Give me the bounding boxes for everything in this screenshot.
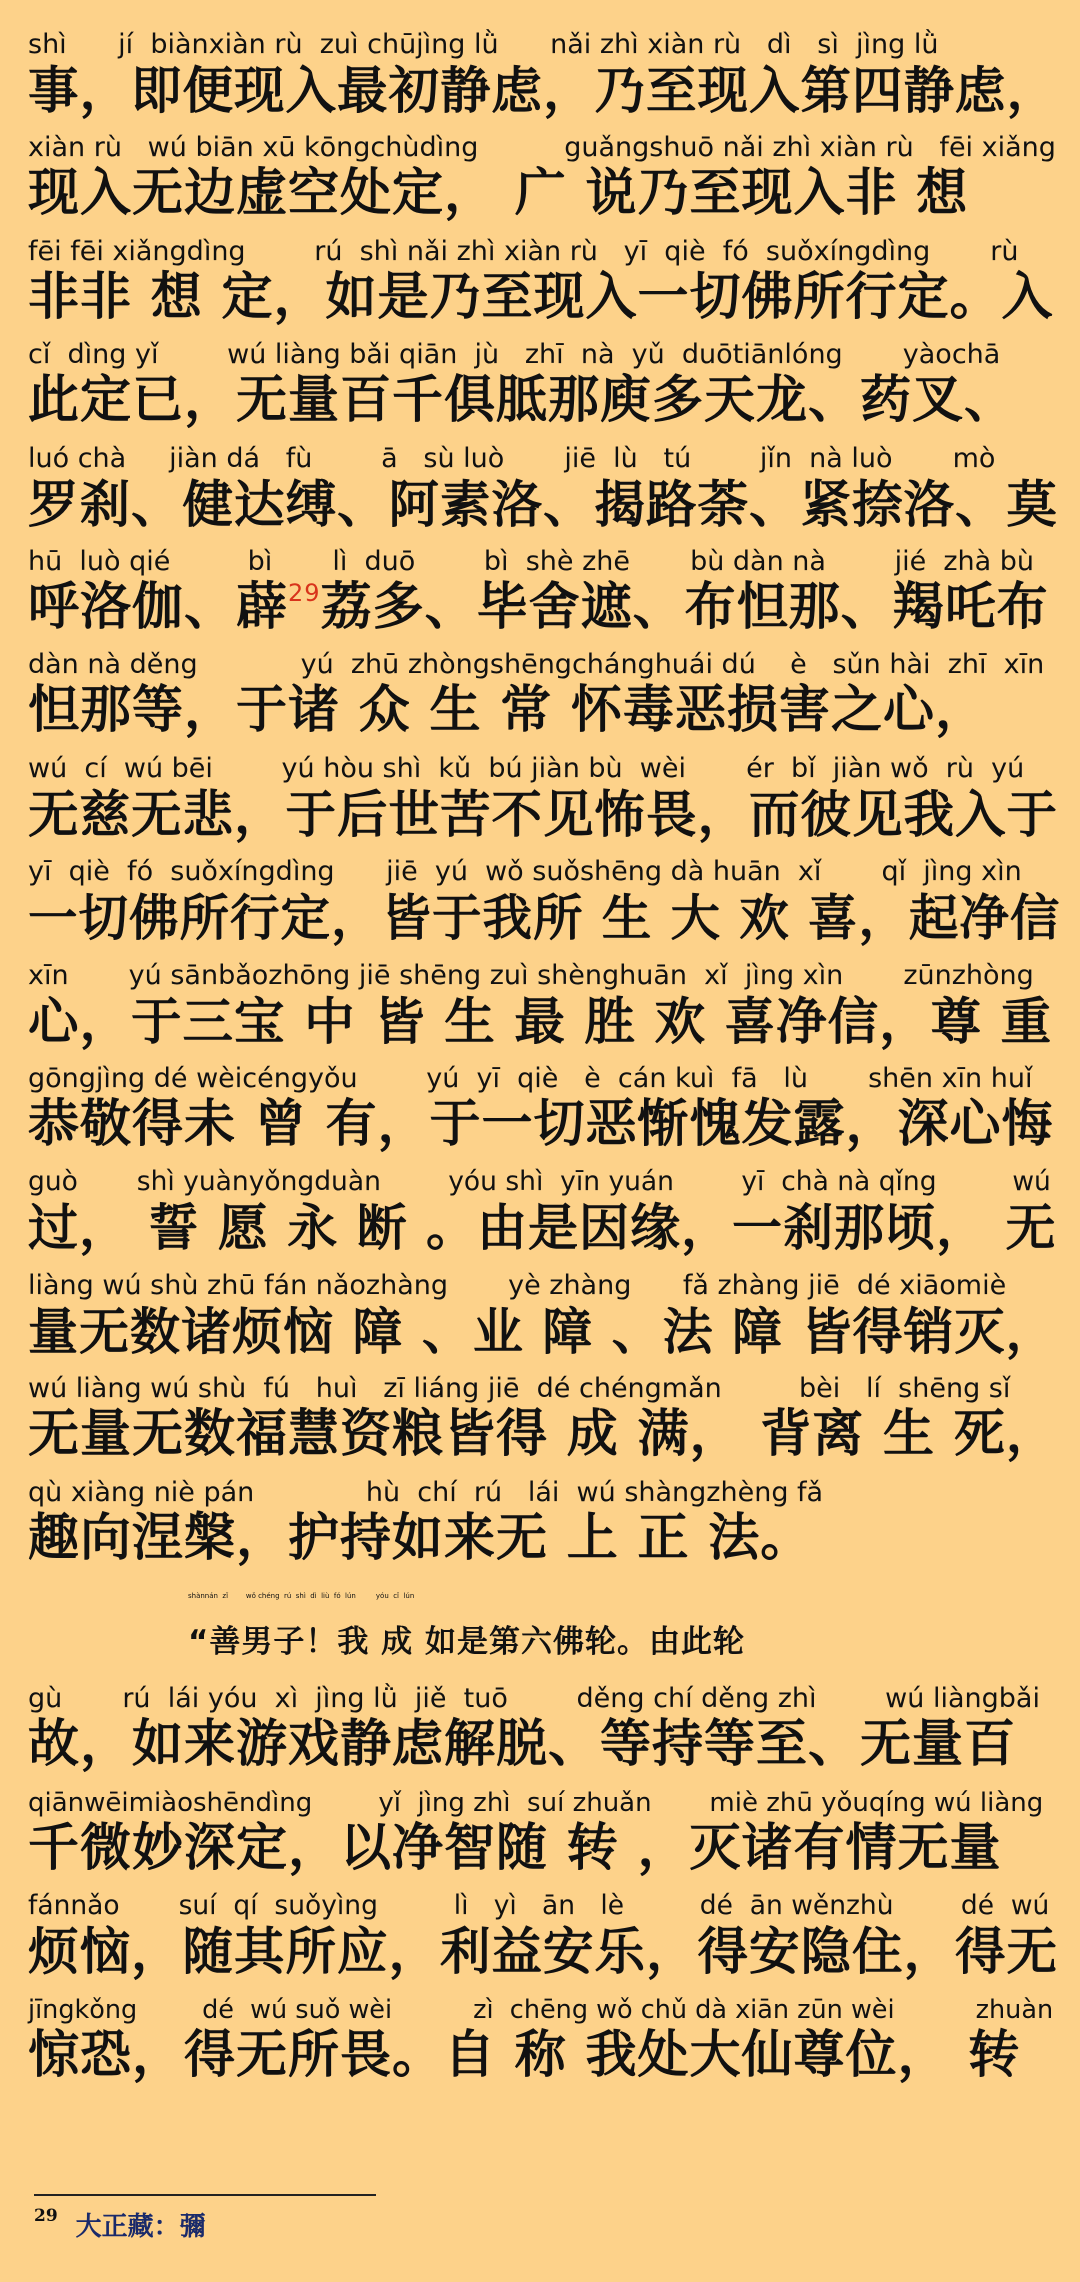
- pinyin-annotation: dàn nà děng yú zhū zhòngshēngchánghuái dú è sǔn hài zhī xīn: [28, 649, 1045, 681]
- pinyin-annotation: cǐ dìng yǐ wú liàng bǎi qiān jù zhī nà yǔ duōtiānlóng yàochā: [28, 339, 1001, 371]
- chinese-text-segment: 千微妙深定，以净智随 转 ，灭诸有情无量: [28, 1818, 1002, 1878]
- text-line: [28, 1476, 1058, 1581]
- chinese-text: [28, 2023, 1058, 2093]
- pinyin-annotation: xiàn rù wú biān xū kōngchùdìng guǎngshuō nǎi zhì xiàn rù fēi xiǎng: [28, 132, 1056, 164]
- chinese-text-segment: 惊恐，得无所畏。自 称 我处大仙尊位， 转: [28, 2025, 1021, 2085]
- chinese-text: [28, 1712, 1058, 1782]
- chinese-text-segment: 无量无数福慧资粮皆得 成 满， 背离 生 死，: [28, 1405, 1058, 1465]
- chinese-text-segment: 趣向涅槃，护持如来无 上 正 法。: [28, 1508, 813, 1568]
- chinese-text-segment: “善男子！我 成 如是第六佛轮。由此轮: [188, 1624, 745, 1660]
- text-line: [28, 1372, 1058, 1477]
- chinese-text: [28, 989, 1058, 1059]
- chinese-text: [28, 368, 1058, 438]
- pinyin-annotation: jīngkǒng dé wú suǒ wèi zì chēng wǒ chǔ dà xiān zūn wèi zhuàn: [28, 1994, 1054, 2025]
- chinese-text-segment: 一切佛所行定，皆于我所 生 大 欢 喜，起净信: [28, 889, 1061, 948]
- text-line: [28, 1269, 1058, 1374]
- pinyin-annotation: gù rú lái yóu xì jìng lǜ jiě tuō děng chí děng zhì wú liàngbǎi: [28, 1683, 1040, 1715]
- text-line: [28, 855, 1061, 960]
- chinese-text: [28, 1919, 1058, 1989]
- chinese-text-segment: 现入无边虚空处定， 广 说乃至现入非 想: [28, 164, 969, 224]
- text-line: [28, 545, 1058, 650]
- pinyin-annotation: gōngjìng dé wèicéngyǒu yú yī qiè è cán kuì fā lù shēn xīn huǐ: [28, 1063, 1033, 1094]
- chinese-text: [28, 678, 1058, 748]
- text-line: [28, 1786, 1058, 1891]
- chinese-text: [28, 782, 1058, 852]
- chinese-text: [28, 58, 1058, 128]
- pinyin-annotation: yī qiè fó suǒxíngdìng jiē yú wǒ suǒshēng dà huān xǐ qǐ jìng xìn: [28, 856, 1022, 888]
- footnote-divider: [34, 2194, 376, 2196]
- pinyin-annotation: wú cí wú bēi yú hòu shì kǔ bú jiàn bù wèi ér bǐ jiàn wǒ rù yú: [28, 752, 1025, 784]
- chinese-text-segment: 故，如来游戏静虑解脱、等持等至、无量百: [28, 1715, 1017, 1775]
- footnote-text: 大正藏：彌: [75, 2212, 206, 2242]
- text-line: [28, 28, 1058, 133]
- chinese-text-segment: 此定已，无量百千俱胝那庾多天龙、药叉、: [28, 371, 1017, 431]
- text-line: [28, 1579, 1058, 1684]
- pinyin-annotation: fánnǎo suí qí suǒyìng lì yì ān lè dé ān wěnzhù dé wú: [28, 1890, 1050, 1922]
- footnote-marker: 29: [288, 579, 321, 607]
- pinyin-annotation: qiānwēimiàoshēndìng yǐ jìng zhì suí zhuǎn miè zhū yǒuqíng wú liàng: [28, 1787, 1044, 1818]
- chinese-text-segment: 罗刹、健达缚、阿素洛、揭路荼、紧捺洛、莫: [28, 474, 1058, 534]
- pinyin-annotation: fēi fēi xiǎngdìng rú shì nǎi zhì xiàn rù yī qiè fó suǒxíngdìng rù: [28, 235, 1019, 267]
- chinese-text: [28, 1299, 1058, 1369]
- chinese-text-segment: 烦恼，随其所应，利益安乐，得安隐住，得无: [28, 1922, 1058, 1982]
- chinese-text: [28, 1609, 1080, 1679]
- pinyin-annotation: hū luò qié bì lì duō bì shè zhē bù dàn nà jié zhà bù: [28, 546, 1035, 577]
- text-line: [28, 442, 1058, 547]
- text-line: [28, 1682, 1058, 1787]
- chinese-text: [28, 1195, 1058, 1265]
- pinyin-annotation: liàng wú shù zhū fán nǎozhàng yè zhàng fǎ zhàng jiē dé xiāomiè: [28, 1269, 1007, 1301]
- footnote: [34, 2206, 206, 2243]
- pinyin-annotation: shì jí biànxiàn rù zuì chūjìng lǜ nǎi zhì xiàn rù dì sì jìng lǜ: [28, 29, 939, 60]
- chinese-text: [28, 885, 1061, 955]
- chinese-text-segment: 怛那等，于诸 众 生 常 怀毒恶损害之心，: [28, 681, 988, 741]
- text-line: [28, 752, 1058, 857]
- pinyin-annotation: guò shì yuànyǒngduàn yóu shì yīn yuán yī chà nà qǐng wú: [28, 1166, 1051, 1198]
- text-line: [28, 1889, 1058, 1994]
- chinese-text: [28, 265, 1058, 335]
- chinese-text: [28, 472, 1058, 542]
- text-line: [28, 1165, 1058, 1270]
- chinese-text: [28, 1092, 1058, 1162]
- pinyin-annotation: xīn yú sānbǎozhōng jiē shēng zuì shènghuān xǐ jìng xìn zūnzhòng: [28, 959, 1034, 991]
- pinyin-annotation: luó chà jiàn dá fù ā sù luò jiē lù tú jǐn nà luò mò: [28, 442, 996, 474]
- chinese-text-segment: 无慈无悲，于后世苦不见怖畏，而彼见我入于: [28, 784, 1058, 844]
- text-line: [28, 131, 1058, 236]
- chinese-text: [28, 1506, 1058, 1576]
- chinese-text-segment: 心，于三宝 中 皆 生 最 胜 欢 喜净信，尊 重: [28, 991, 1053, 1051]
- chinese-text-segment: 量无数诸烦恼 障 、业 障 、法 障 皆得销灭，: [28, 1302, 1057, 1361]
- chinese-text: [28, 575, 1058, 645]
- pinyin-annotation: wú liàng wú shù fú huì zī liáng jiē dé chéngmǎn bèi lí shēng sǐ: [28, 1373, 1011, 1405]
- chinese-text-segment: 事，即便现入最初静虑，乃至现入第四静虑，: [28, 61, 1058, 120]
- pinyin-annotation: shànnán zǐ wǒ chéng rú shì dì liù fó lún yóu cǐ lún: [188, 1592, 415, 1600]
- text-line: [28, 648, 1058, 753]
- chinese-text-segment: 荔多、毕舍遮、布怛那、羯吒布: [320, 578, 1049, 637]
- chinese-text: [28, 1816, 1058, 1886]
- footnote-number: 29: [34, 2206, 58, 2226]
- chinese-text-segment: 恭敬得未 曾 有，于一切恶惭愧发露，深心悔: [28, 1095, 1054, 1154]
- text-line: [28, 1062, 1058, 1167]
- chinese-text-segment: 非非 想 定，如是乃至现入一切佛所行定。入: [28, 267, 1054, 327]
- text-line: [28, 1993, 1058, 2098]
- text-line: [28, 235, 1058, 340]
- chinese-text: [28, 1402, 1058, 1472]
- text-line: [28, 959, 1058, 1064]
- chinese-text-segment: 过， 誓 愿 永 断 。由是因缘，一刹那顷， 无: [28, 1199, 1057, 1258]
- text-line: [28, 338, 1058, 443]
- pinyin-annotation: qù xiàng niè pán hù chí rú lái wú shàngzhèng fǎ: [28, 1476, 824, 1508]
- chinese-text-segment: 呼洛伽、薜: [28, 578, 289, 637]
- chinese-text: [28, 161, 1058, 231]
